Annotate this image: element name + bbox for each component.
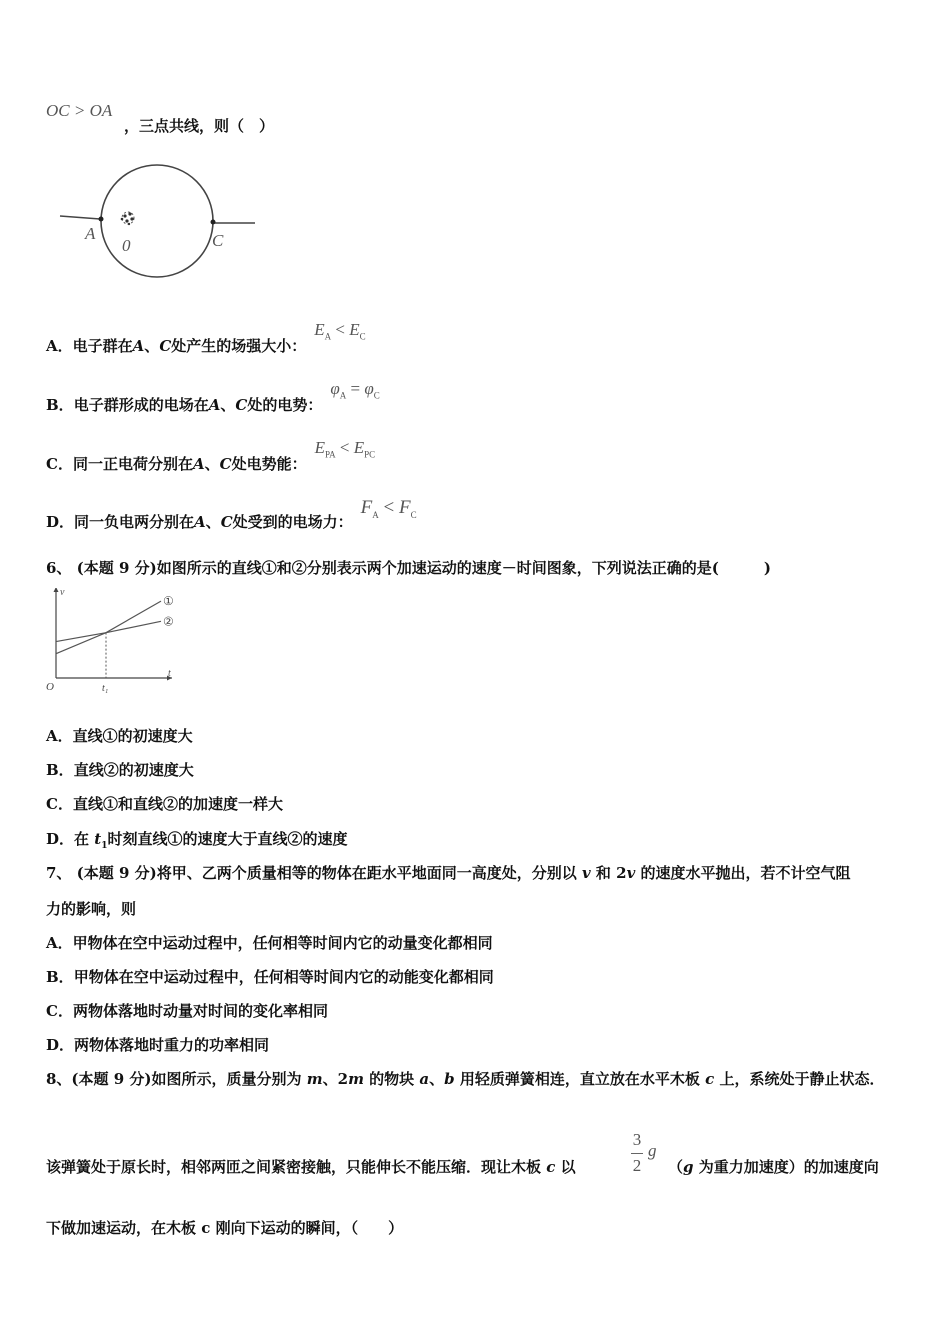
left-lead-line (60, 216, 100, 219)
y-axis-label: v (60, 588, 65, 598)
option-letter: D． (46, 830, 75, 848)
option-letter: A． (46, 934, 73, 952)
q6-option-b: B．直线②的初速度大 (46, 761, 194, 779)
q5-option-d: D．同一负电两分别在A、C处受到的电场力： (46, 513, 353, 531)
option-letter: B． (46, 396, 74, 414)
q7-option-c: C．两物体落地时动量对时间的变化率相同 (46, 1002, 328, 1020)
circle-outline (101, 165, 213, 277)
series-label-2: ② (163, 614, 174, 629)
q7-stem-line1: 7、 (本题 9 分)将甲、乙两个质量相等的物体在距水平地面同一高度处，分别以 v 和 2v 的速度水平抛出，若不计空气阻 (46, 864, 851, 882)
q5-option-c-formula: $E_{PA} < E_{PC}$ (314, 438, 376, 460)
fraction-var-g: g (648, 1141, 657, 1160)
option-letter: A． (46, 337, 73, 355)
q5-option-b: B．电子群形成的电场在A、C处的电势： (46, 396, 323, 414)
label-o: 0 (122, 236, 131, 255)
q8-line2-a: 该弹簧处于原长时，相邻两匝之间紧密接触，只能伸长不能压缩．现让木板 c 以 (46, 1158, 576, 1176)
fraction-bar (631, 1153, 643, 1154)
x-axis-label: t (168, 668, 171, 679)
option-letter: C． (46, 1002, 73, 1020)
q7-option-b: B．甲物体在空中运动过程中，任何相等时间内它的动能变化都相同 (46, 968, 494, 986)
electron-cluster-icon (121, 212, 134, 225)
q6-option-a: A．直线①的初速度大 (46, 727, 193, 745)
q8-line1: 8、(本题 9 分)如图所示，质量分别为 m、2m 的物块 a、b 用轻质弹簧相连，直立放在水平木板 c 上，系统处于静止状态． (46, 1070, 885, 1088)
series-label-1: ① (163, 594, 174, 609)
q8-line3: 下做加速运动，在木板 c 刚向下运动的瞬间，（ ） (46, 1219, 404, 1237)
fraction-numerator: 3 (632, 1130, 642, 1149)
q5-circle-figure (50, 150, 270, 290)
q7-option-a: A．甲物体在空中运动过程中，任何相等时间内它的动量变化都相同 (46, 934, 493, 952)
option-letter: D． (46, 1036, 75, 1054)
series-line-1 (56, 601, 161, 654)
fraction-denominator: 2 (632, 1156, 642, 1175)
q6-stem: 6、 (本题 9 分)如图所示的直线①和②分别表示两个加速运动的速度－时间图象，下列说法正确的是( ) (46, 559, 771, 577)
q7-stem-line2: 力的影响，则 (46, 900, 137, 918)
origin-label: O (46, 681, 54, 693)
q6-option-c: C．直线①和直线②的加速度一样大 (46, 795, 283, 813)
q6-vt-chart (44, 588, 179, 698)
label-c: C (212, 231, 224, 250)
q7-option-d: D．两物体落地时重力的功率相同 (46, 1036, 270, 1054)
q5-option-a: A．电子群在A、C处产生的场强大小： (46, 337, 307, 355)
q5-option-d-formula: $F_A < F_C$ (360, 497, 417, 520)
option-letter: D． (46, 513, 75, 531)
point-a-dot (99, 217, 104, 222)
x-tick-label: t₁ (102, 683, 109, 694)
q5-option-a-formula: $E_A < E_C$ (314, 320, 366, 342)
q5-condition (46, 101, 112, 121)
q6-option-d: D．在 $t_1$时刻直线①的速度大于直线②的速度 (46, 830, 348, 851)
option-letter: C． (46, 795, 73, 813)
q5-option-c: C．同一正电荷分别在A、C处电势能： (46, 455, 307, 473)
option-letter: A． (46, 727, 73, 745)
option-letter: B． (46, 761, 74, 779)
q5-option-b-formula: $\varphi_A = \varphi_C$ (330, 379, 380, 401)
q5-condition-math: OC > OA (46, 101, 113, 120)
label-a: A (85, 224, 96, 243)
y-axis-arrow (54, 588, 59, 592)
option-letter: C． (46, 455, 73, 473)
q8-line2-b: （g 为重力加速度）的加速度向 (668, 1158, 879, 1176)
q5-condition-text: ，三点共线，则（ ） (124, 117, 275, 135)
option-letter: B． (46, 968, 74, 986)
point-c-dot (211, 220, 216, 225)
